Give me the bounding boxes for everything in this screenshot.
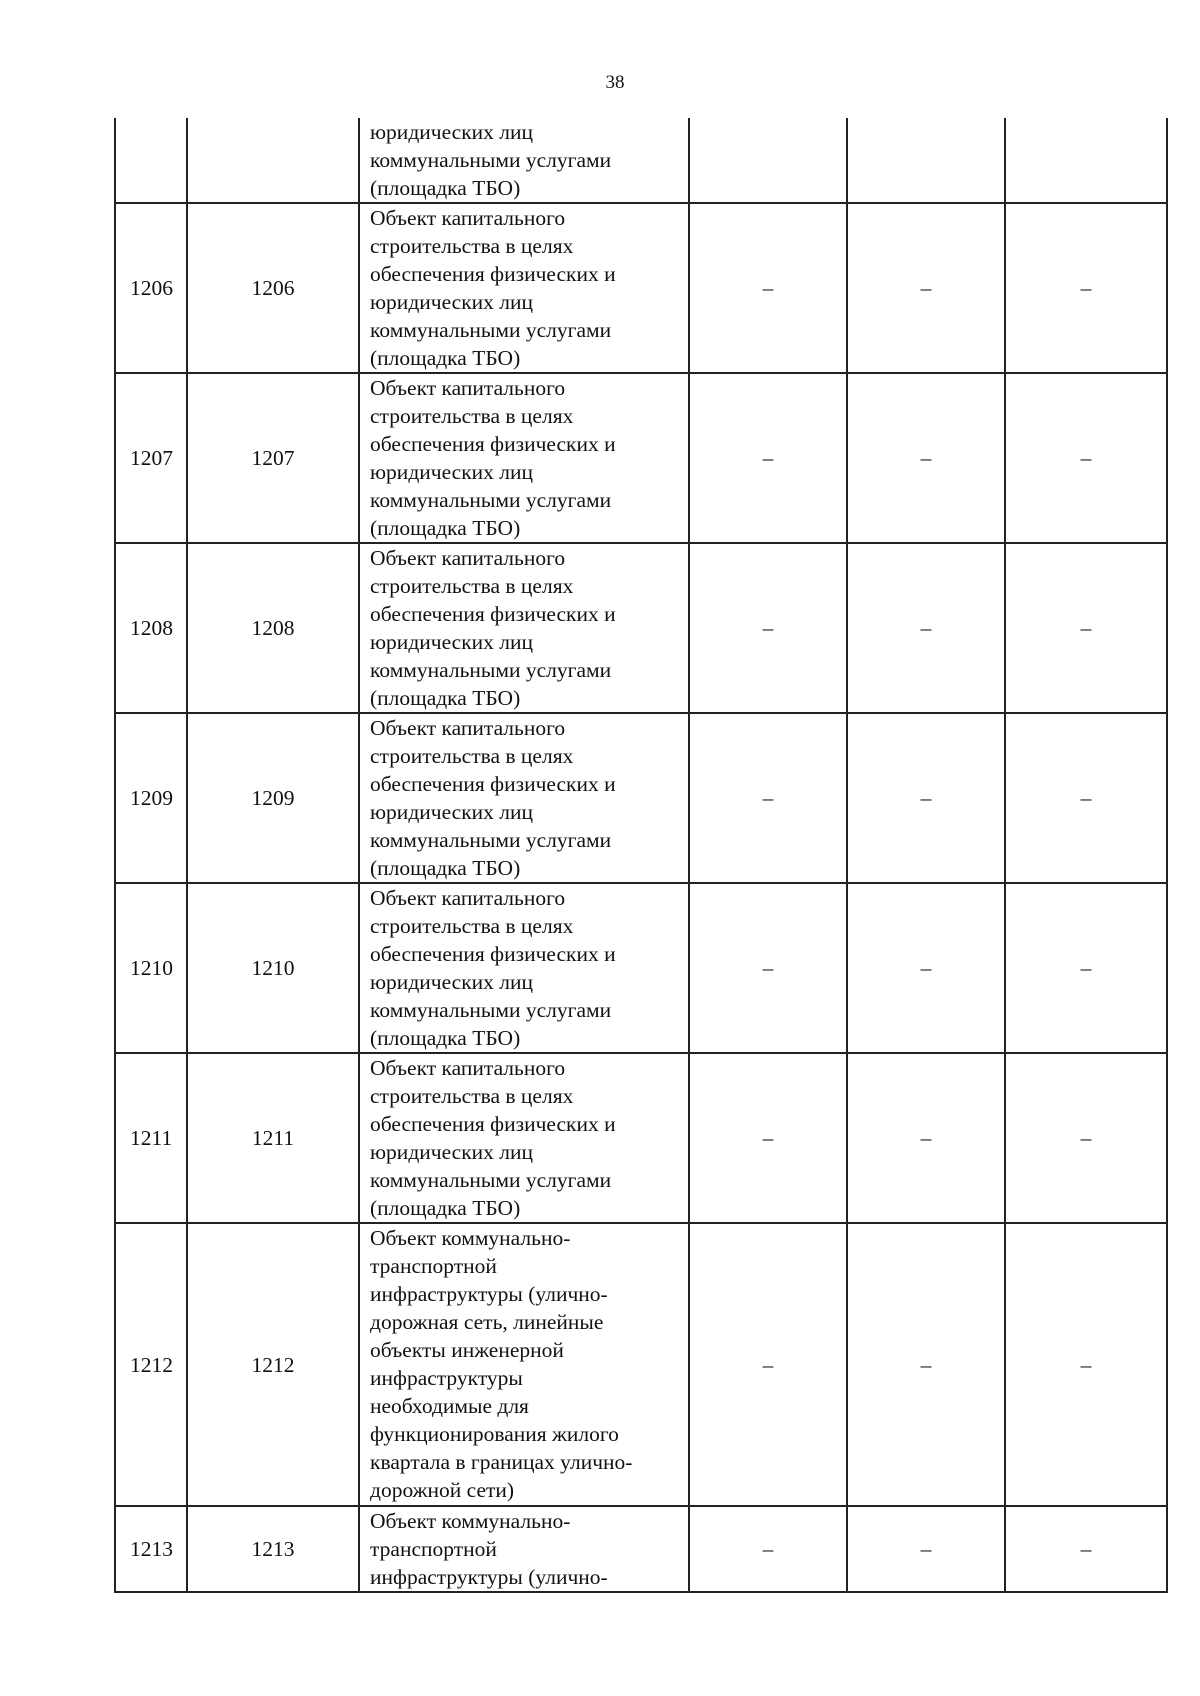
- table-cell-id: 1213: [115, 1506, 187, 1592]
- table-cell-description: Объект капитального строительства в целях обеспечения физических и юридических лиц коммунальными услугами (площадка ТБО): [359, 373, 689, 543]
- table-cell-col6: [1005, 118, 1167, 203]
- table-cell-col5: [847, 118, 1005, 203]
- table-cell-description: Объект коммунально- транспортной инфраструктуры (улично-: [359, 1506, 689, 1592]
- table-cell-code: 1207: [187, 373, 359, 543]
- table-cell-id: 1206: [115, 203, 187, 373]
- table-cell-col4: –: [689, 1053, 847, 1223]
- table-cell-id: 1207: [115, 373, 187, 543]
- table-cell-col5: –: [847, 1053, 1005, 1223]
- table-cell-description: Объект капитального строительства в целях обеспечения физических и юридических лиц коммунальными услугами (площадка ТБО): [359, 713, 689, 883]
- table-cell-col4: –: [689, 543, 847, 713]
- table-row: [115, 1053, 1167, 1223]
- table-cell-id: 1209: [115, 713, 187, 883]
- table-cell-col6: –: [1005, 713, 1167, 883]
- table-cell-code: 1213: [187, 1506, 359, 1592]
- table-cell-col4: –: [689, 373, 847, 543]
- table-cell-code: 1206: [187, 203, 359, 373]
- table-cell-code: 1208: [187, 543, 359, 713]
- table-cell-id: 1208: [115, 543, 187, 713]
- table-cell-col5: –: [847, 713, 1005, 883]
- table-cell-col5: –: [847, 1506, 1005, 1592]
- table-cell-col5: –: [847, 883, 1005, 1053]
- table-cell-col5: –: [847, 543, 1005, 713]
- table-cell-description: Объект капитального строительства в целях обеспечения физических и юридических лиц коммунальными услугами (площадка ТБО): [359, 203, 689, 373]
- table-cell-description: Объект коммунально- транспортной инфраструктуры (улично- дорожная сеть, линейные объекты инженерной инфраструктуры необходимые для функционирования жилого квартала в границах улично- дорожной сети): [359, 1223, 689, 1506]
- table-cell-col6: –: [1005, 373, 1167, 543]
- table-cell-id: 1210: [115, 883, 187, 1053]
- table-cell-col4: [689, 118, 847, 203]
- table-cell-code: 1209: [187, 713, 359, 883]
- table-cell-col5: –: [847, 1223, 1005, 1506]
- table-cell-col6: –: [1005, 1223, 1167, 1506]
- table-row: [115, 713, 1167, 883]
- table-cell-col4: –: [689, 1223, 847, 1506]
- table-row: [115, 373, 1167, 543]
- page-number: 38: [605, 72, 625, 93]
- table-cell-col5: –: [847, 203, 1005, 373]
- table-row: [115, 1223, 1167, 1506]
- table-row: [115, 883, 1167, 1053]
- table-cell-id: [115, 118, 187, 203]
- table-cell-col6: –: [1005, 543, 1167, 713]
- table-cell-id: 1212: [115, 1223, 187, 1506]
- table-cell-col4: –: [689, 203, 847, 373]
- table-cell-description: Объект капитального строительства в целях обеспечения физических и юридических лиц коммунальными услугами (площадка ТБО): [359, 1053, 689, 1223]
- land-plots-table: [114, 118, 1168, 1593]
- table-cell-col6: –: [1005, 883, 1167, 1053]
- table-cell-col5: –: [847, 373, 1005, 543]
- table-cell-description: Объект капитального строительства в целях обеспечения физических и юридических лиц коммунальными услугами (площадка ТБО): [359, 543, 689, 713]
- table-cell-code: 1212: [187, 1223, 359, 1506]
- table-cell-col6: –: [1005, 1506, 1167, 1592]
- table-row: [115, 1506, 1167, 1592]
- table-cell-col4: –: [689, 713, 847, 883]
- table-cell-code: 1211: [187, 1053, 359, 1223]
- table-cell-description: юридических лиц коммунальными услугами (площадка ТБО): [359, 118, 689, 203]
- table-row: [115, 203, 1167, 373]
- table-cell-col6: –: [1005, 1053, 1167, 1223]
- table-row: [115, 543, 1167, 713]
- table-cell-col4: –: [689, 1506, 847, 1592]
- table-cell-id: 1211: [115, 1053, 187, 1223]
- table-row-continuation: [115, 118, 1167, 203]
- table-cell-col4: –: [689, 883, 847, 1053]
- table-cell-description: Объект капитального строительства в целях обеспечения физических и юридических лиц коммунальными услугами (площадка ТБО): [359, 883, 689, 1053]
- table-cell-code: 1210: [187, 883, 359, 1053]
- table-cell-col6: –: [1005, 203, 1167, 373]
- table-cell-code: [187, 118, 359, 203]
